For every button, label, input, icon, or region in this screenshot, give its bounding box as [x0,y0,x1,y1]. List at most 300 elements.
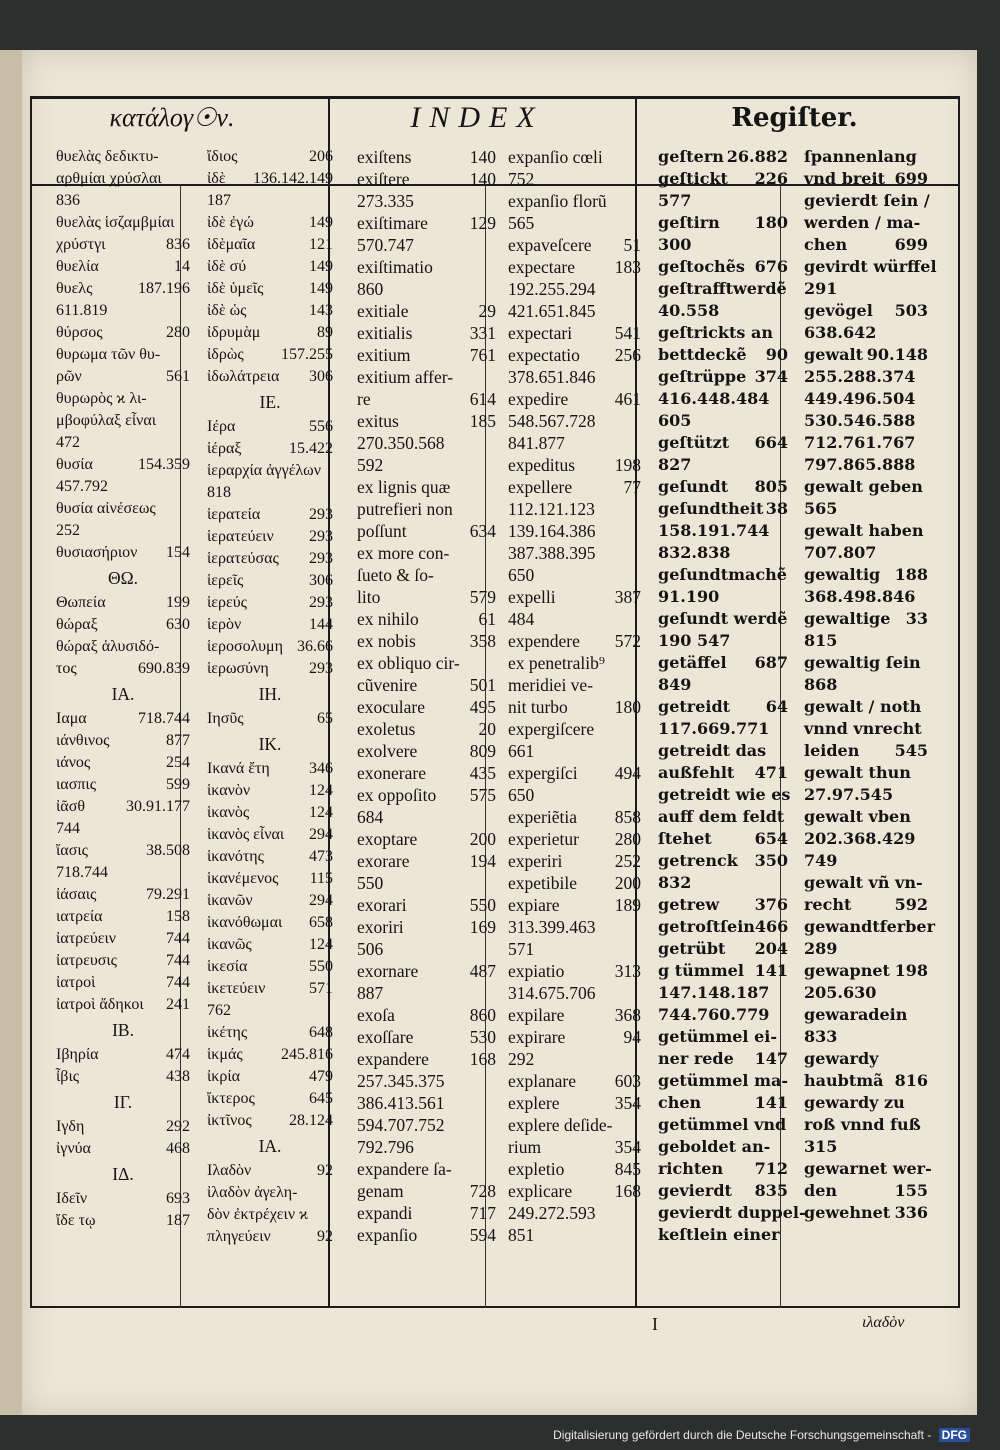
index-term: 270.350.568 [357,433,445,453]
index-term: getümmel ma- [658,1071,789,1090]
index-section-heading: IE. [259,392,281,412]
page-reference: 579 [469,587,496,607]
page-reference: 136.142.149 [253,170,333,187]
index-entry [802,740,930,762]
index-entry [506,168,643,190]
index-entry [802,344,930,366]
index-term: 27.97.545 [804,785,894,804]
index-entry [205,1066,335,1088]
index-term: θώραξ [56,616,98,633]
index-entry [54,146,192,168]
index-term: expectare [508,257,576,277]
index-term: 252 [56,522,80,539]
index-term: ἶβις [56,1068,80,1085]
index-term: θύρσος [56,324,103,341]
index-term: gewalt / noth [804,697,922,716]
index-term: ἱερωσύνη [207,660,269,677]
page-reference: 280 [166,324,190,341]
bottom-rule [30,1306,960,1308]
index-term: πληγεύειν [207,1228,271,1245]
index-term: gewaltig ſein [804,653,921,672]
index-term: gewalt vben [804,807,911,826]
index-term: exitiale [357,301,409,321]
page-reference: 140 [469,147,496,167]
page-reference: 292 [166,1118,190,1135]
index-entry [506,982,643,1004]
index-entry [506,674,643,696]
index-term: explicare [508,1181,573,1201]
index-term: 707.807 [804,543,877,562]
index-entry [205,1000,335,1022]
index-section-heading: IH. [258,684,282,704]
index-term: keſtlein einer [658,1225,780,1244]
page-reference: 241 [166,996,190,1013]
german-column-1 [656,146,806,1296]
index-entry [355,1180,498,1202]
index-term: richten [658,1159,724,1178]
index-entry [802,1004,930,1026]
index-term: ἰδρὼς [207,346,244,363]
page-reference: 189 [614,895,641,915]
index-term: geſtrickts an [658,323,773,342]
page-reference: 693 [166,1190,190,1207]
index-entry [54,592,192,614]
index-entry [506,1202,643,1224]
index-term: 650 [508,785,535,805]
index-entry [506,498,643,520]
index-entry [205,956,335,978]
index-term: 565 [508,213,535,233]
index-term: Ικανά ἔτη [207,760,270,777]
index-term: ἴασις [56,842,88,859]
index-entry [54,498,192,520]
index-term: 484 [508,609,535,629]
page-reference: 38.508 [146,842,190,859]
index-term: putrefieri non [357,499,453,519]
index-term: exitialis [357,323,413,343]
index-term: chen [804,235,848,254]
index-term: 190 547 [658,631,731,650]
index-term: exiſtimare [357,213,428,233]
page-reference: 38 [765,499,788,518]
index-term: 712.761.767 [804,433,916,452]
index-term: ρῶν [56,368,82,385]
index-term: expandere [357,1049,429,1069]
index-term: explere [508,1093,560,1113]
index-entry [54,344,192,366]
index-term: explere deſide- [508,1115,613,1135]
index-term: ιασπις [56,776,97,793]
index-term: 571 [508,939,535,959]
page-reference: 141 [754,1093,788,1112]
page-reference: 254 [166,754,190,771]
index-term: ἱκμάς [207,1046,243,1063]
index-entry [205,1226,335,1248]
index-term: gewardy zu [804,1093,905,1112]
index-entry [355,696,498,718]
page-reference: 816 [894,1071,928,1090]
index-entry [506,190,643,212]
page-reference: 79.291 [146,886,190,903]
page-reference: 634 [469,521,496,541]
index-term: geſtickt [658,169,728,188]
page-reference: 124 [309,804,333,821]
index-entry [54,818,192,840]
index-entry [802,564,930,586]
index-entry [205,460,335,482]
page-reference: 20 [478,719,496,739]
index-entry [355,1136,498,1158]
index-term: exolvere [357,741,418,761]
index-entry [506,146,643,168]
index-term: 289 [804,939,838,958]
index-entry [355,1004,498,1026]
index-term: 530.546.588 [804,411,916,430]
frame-right-rule [958,96,960,1308]
page-reference: 860 [469,1005,496,1025]
index-term: 594.707.752 [357,1115,445,1135]
index-entry [656,498,790,520]
page-reference: 718.744 [138,710,190,727]
index-term: exiſtimatio [357,257,433,277]
index-entry [205,758,335,780]
page-reference: 33 [905,609,928,628]
index-term: 815 [804,631,838,650]
index-term: nit turbo [508,697,568,717]
index-entry [355,1026,498,1048]
index-term: 577 [658,191,692,210]
index-entry [802,256,937,278]
index-entry [656,938,790,960]
index-entry [506,388,643,410]
page-reference: 200 [469,829,496,849]
page-reference: 185 [469,411,496,431]
page-reference: 293 [309,506,333,523]
page-reference: 149 [309,258,333,275]
index-entry [802,1092,930,1114]
index-term: θώραξ ἁλυσιδό- [56,638,160,655]
index-entry [54,476,192,498]
index-entry [205,344,335,366]
catchword: ιλαδὸν [862,1314,905,1331]
index-term: getroſtſein [658,917,755,936]
index-section-heading: ΙΓ. [113,1092,133,1112]
index-entry [54,1044,192,1066]
index-term: geſundtmachẽ [658,565,787,584]
index-entry [506,212,643,234]
page-reference: 728 [469,1181,496,1201]
index-entry [54,1210,192,1232]
index-term: expiatio [508,961,565,981]
index-entry [54,212,192,234]
page-reference: 717 [469,1203,496,1223]
index-term: θυελὰς δεδικτυ- [56,148,159,165]
page-reference: 374 [754,367,788,386]
index-term: ex nobis [357,631,416,651]
index-term: 192.255.294 [508,279,596,299]
index-entry [205,1044,335,1066]
page-reference: 809 [469,741,496,761]
index-term: 112.121.123 [508,499,595,519]
index-entry [205,322,335,344]
index-term: ἱεροσολυμη [207,638,283,655]
index-entry [506,1092,643,1114]
index-term: ἰᾶσθ [56,798,85,815]
index-term: explanare [508,1071,577,1091]
index-term: 832.838 [658,543,731,562]
page-reference: 204 [754,939,788,958]
index-term: außfehlt [658,763,735,782]
index-entry [205,1160,335,1182]
page-reference: 461 [614,389,641,409]
index-term: ἰατροὶ ἄδηκοι [56,996,144,1013]
index-entry [656,696,790,718]
page-reference: 835 [754,1181,788,1200]
index-entry [355,476,498,498]
index-term: gevirdt würffel [804,257,937,276]
page-reference: 115 [309,870,333,887]
index-term: ἰδὲμαῖα [207,236,256,253]
page-reference: 858 [614,807,641,827]
page-reference: 550 [469,895,496,915]
index-term: ιάνθινος [56,732,110,749]
index-term: expilare [508,1005,565,1025]
index-entry [656,1136,790,1158]
index-entry [54,432,192,454]
index-entry [656,586,790,608]
index-term: 158.191.744 [658,521,770,540]
index-term: ἱκανέμενος [207,870,279,887]
index-entry [802,234,930,256]
index-entry [355,762,498,784]
index-term: ἱκανὸς εἶναι [207,826,285,843]
index-term: ἰδὲ ὑμεῖς [207,280,264,297]
index-entry [506,784,643,806]
index-term: werden / ma- [804,213,921,232]
index-term: ἱκανῶς [207,936,252,953]
index-term: 605 [658,411,692,430]
index-entry [54,708,192,730]
index-entry [506,1158,643,1180]
index-entry [802,872,930,894]
index-term: 315 [804,1137,838,1156]
page-reference: 599 [166,776,190,793]
index-term: Ιβηρία [56,1046,99,1063]
index-term: exiſtens [357,147,412,167]
page-reference: 376 [754,895,788,914]
index-entry [355,1070,498,1092]
index-term: exoſa [357,1005,395,1025]
page-reference: 699 [894,169,928,188]
index-term: ἰατρευσις [56,952,118,969]
index-entry [656,476,790,498]
index-entry [205,234,335,256]
page-reference: 294 [309,826,333,843]
index-entry [355,960,498,982]
index-term: 40.558 [658,301,720,320]
index-entry [355,454,498,476]
index-entry [205,438,335,460]
index-term: 860 [357,279,384,299]
index-term: ſpannenlang [804,147,917,166]
index-term: lito [357,587,381,607]
index-entry [205,190,335,212]
index-entry [205,300,335,322]
index-entry [205,526,335,548]
page-reference: 65 [317,710,333,727]
index-term: getreidt [658,697,731,716]
index-entry [506,520,643,542]
index-entry [54,730,192,752]
index-term: geſundtheit [658,499,764,518]
index-entry [506,454,643,476]
index-term: expanſio [357,1225,418,1245]
index-entry [656,300,790,322]
index-entry [355,608,498,630]
index-term: θυελία [56,258,99,275]
index-entry [506,1004,643,1026]
index-term: θυσία αἰνέσεως [56,500,156,517]
index-term: ἰδὲ σύ [207,258,247,275]
index-entry [802,630,930,652]
index-entry [54,454,192,476]
index-term: gevierdt [658,1181,732,1200]
page-reference: 180 [754,213,788,232]
index-entry [506,718,643,740]
index-entry [656,190,790,212]
index-entry [355,234,498,256]
page-reference: 494 [614,763,641,783]
index-term: expelli [508,587,556,607]
german-header: Regiſter. [731,103,858,133]
index-term: θυσιασήριον [56,544,138,561]
index-term: ἰδρυμὰμ [207,324,261,341]
index-entry [54,278,192,300]
index-term: vnnd vnrecht [804,719,922,738]
page-reference: 592 [894,895,928,914]
index-entry [802,674,930,696]
index-term: expandi [357,1203,413,1223]
index-term: gewalt geben [804,477,923,496]
index-term: 249.272.593 [508,1203,596,1223]
page-reference: 571 [309,980,333,997]
page-reference: 92 [317,1228,333,1245]
index-term: 368.498.846 [804,587,916,606]
index-term: meridiei ve- [508,675,594,695]
page-reference: 545 [894,741,928,760]
index-term: roß vnnd fuß [804,1115,921,1134]
index-term: expiare [508,895,560,915]
index-entry [802,982,930,1004]
index-entry [355,1092,498,1114]
index-term: exorare [357,851,410,871]
index-term: ἰδωλάτρεια [207,368,280,385]
index-term: 387.388.395 [508,543,596,563]
index-entry [54,256,192,278]
index-entry [205,570,335,592]
index-term: ἰλαδὸν ἀγελη- [207,1184,298,1201]
index-entry [205,1110,335,1132]
page-reference: 158 [166,908,190,925]
index-term: 187 [207,192,231,209]
index-entry [355,278,498,300]
index-term: 472 [56,434,80,451]
index-term: gevögel [804,301,873,320]
index-term: chen [658,1093,702,1112]
index-entry [506,762,643,784]
index-entry [355,366,498,388]
index-term: 291 [804,279,838,298]
index-entry [54,366,192,388]
index-term: 611.819 [56,302,108,319]
index-entry [802,520,930,542]
index-term: 257.345.375 [357,1071,445,1091]
page-reference: 129 [469,213,496,233]
index-entry [506,322,643,344]
page-reference: 29 [478,301,496,321]
index-term: gewalt [804,345,863,364]
page-reference: 293 [309,550,333,567]
index-term: gewaltige [804,609,891,628]
index-term: exornare [357,961,419,981]
index-entry [656,784,790,806]
index-entry [802,806,930,828]
index-term: getäffel [658,653,727,672]
index-entry [205,212,335,234]
index-term: 273.335 [357,191,414,211]
index-term: vnd breit [804,169,885,188]
page-reference: 575 [469,785,496,805]
page-reference: 836 [166,236,190,253]
index-entry [506,938,643,960]
index-entry [656,212,790,234]
index-section-heading: ΙΔ. [112,1164,134,1184]
index-entry [54,614,192,636]
index-entry [506,806,643,828]
index-entry [355,806,498,828]
index-entry [656,1092,790,1114]
index-term: ἱερατεύειν [207,528,274,545]
signature-mark: I [652,1314,658,1334]
index-term: bettdeckẽ [658,345,747,364]
index-term: αρθμίαι χρύσλαι [56,170,162,187]
page-reference: 149 [309,280,333,297]
page-reference: 561 [166,368,190,385]
page-reference: 293 [309,594,333,611]
latin-header: INDEX [410,101,544,134]
index-term: ἰατροὶ [56,974,96,991]
index-term: Ιδεῖν [56,1190,88,1207]
index-term: ἱερατεύσας [207,550,279,567]
index-entry [656,608,790,630]
page-reference: 603 [614,1071,641,1091]
index-entry [656,520,790,542]
index-entry [54,168,192,190]
index-entry [54,796,192,818]
index-entry [656,344,790,366]
index-term: 457.792 [56,478,108,495]
page-reference: 530 [469,1027,496,1047]
page-reference: 336 [894,1203,928,1222]
page-reference: 226 [754,169,788,188]
index-entry [802,850,930,872]
index-term: 506 [357,939,384,959]
index-entry [506,278,643,300]
index-term: Ιλαδὸν [207,1162,252,1179]
index-entry [656,1114,790,1136]
index-entry [506,608,643,630]
index-term: exiſtere [357,169,410,189]
